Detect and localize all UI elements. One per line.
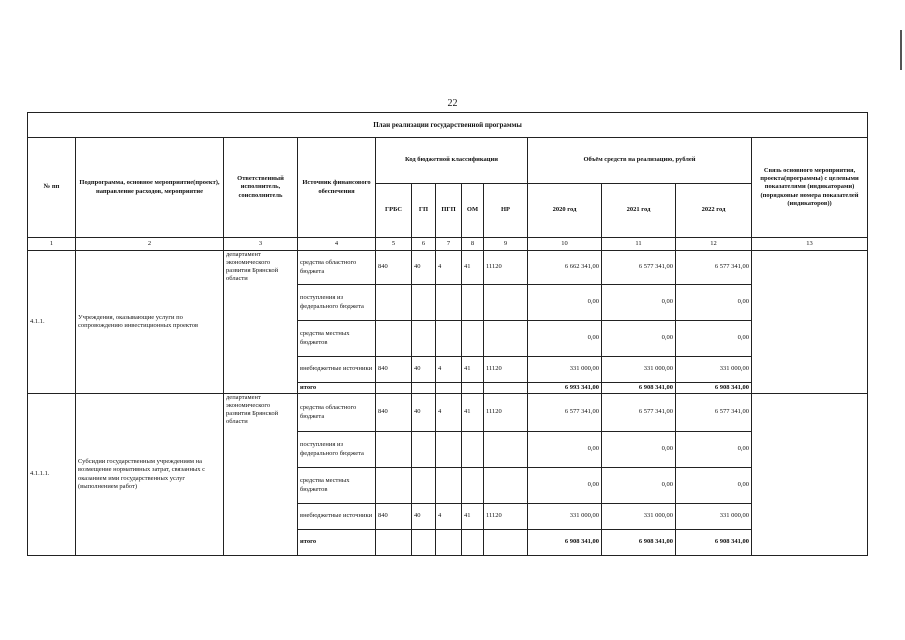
row-source: средства местных бюджетов — [298, 468, 376, 504]
cell-om — [462, 285, 484, 321]
header-grbs: ГРБС — [376, 184, 412, 238]
cell-om — [462, 432, 484, 468]
row-source: средства местных бюджетов — [298, 321, 376, 357]
cell-grbs — [376, 530, 412, 556]
cell-pgp: 4 — [436, 357, 462, 383]
header-volume: Объём средств на реализацию, рублей — [528, 138, 752, 184]
cell-grbs — [376, 468, 412, 504]
row-source: поступления из федерального бюджета — [298, 285, 376, 321]
cell-gp: 40 — [412, 251, 436, 285]
cell-2021: 0,00 — [602, 321, 676, 357]
table-row — [28, 251, 868, 285]
cell-pgp — [436, 321, 462, 357]
cell-2021: 6 577 341,00 — [602, 251, 676, 285]
cell-pgp: 4 — [436, 394, 462, 432]
cell-gp — [412, 468, 436, 504]
cell-gp: 40 — [412, 504, 436, 530]
row-executor: департамент экономического развития Брянской области — [224, 251, 298, 394]
row-program-name: Субсидии государственным учреждениям на возмещение нормативных затрат, связанных с оказанием ими государственных услуг (выполнением работ) — [76, 394, 224, 556]
column-number: 10 — [528, 238, 602, 251]
header-nr: НР — [484, 184, 528, 238]
cell-nr: 11120 — [484, 394, 528, 432]
header-program: Подпрограмма, основное мероприятие(проект), направление расходов, мероприятие — [76, 138, 224, 238]
table-title: План реализации государственной программы — [28, 113, 868, 138]
header-2020: 2020 год — [528, 184, 602, 238]
cell-om — [462, 468, 484, 504]
header-gp: ГП — [412, 184, 436, 238]
header-no: № пп — [28, 138, 76, 238]
cell-nr — [484, 468, 528, 504]
cell-nr: 11120 — [484, 357, 528, 383]
column-number: 8 — [462, 238, 484, 251]
column-number: 9 — [484, 238, 528, 251]
header-2022: 2022 год — [676, 184, 752, 238]
cell-pgp — [436, 468, 462, 504]
cell-2022: 6 577 341,00 — [676, 394, 752, 432]
cell-grbs: 840 — [376, 251, 412, 285]
cell-om: 41 — [462, 251, 484, 285]
cell-om — [462, 321, 484, 357]
cell-nr — [484, 530, 528, 556]
cell-2020: 6 662 341,00 — [528, 251, 602, 285]
cell-2022-total: 6 908 341,00 — [676, 383, 752, 394]
cell-nr — [484, 432, 528, 468]
cell-gp: 40 — [412, 357, 436, 383]
cell-om: 41 — [462, 394, 484, 432]
column-number: 4 — [298, 238, 376, 251]
cell-link — [752, 251, 868, 394]
cell-2020: 0,00 — [528, 468, 602, 504]
cell-nr: 11120 — [484, 504, 528, 530]
header-om: ОМ — [462, 184, 484, 238]
cell-pgp — [436, 285, 462, 321]
cell-grbs — [376, 321, 412, 357]
cell-link — [752, 394, 868, 556]
cell-gp — [412, 321, 436, 357]
cell-2022: 0,00 — [676, 468, 752, 504]
cell-grbs — [376, 383, 412, 394]
table-row — [28, 394, 868, 432]
cell-pgp — [436, 530, 462, 556]
cell-om: 41 — [462, 504, 484, 530]
row-source: внебюджетные источники — [298, 357, 376, 383]
row-source: средства областного бюджета — [298, 394, 376, 432]
column-number: 7 — [436, 238, 462, 251]
cell-gp — [412, 530, 436, 556]
cell-grbs — [376, 285, 412, 321]
cell-2021: 0,00 — [602, 468, 676, 504]
column-number: 3 — [224, 238, 298, 251]
row-number: 4.1.1. — [28, 251, 76, 394]
cell-2021: 6 577 341,00 — [602, 394, 676, 432]
page-number: 22 — [447, 98, 458, 109]
row-source-total: итого — [298, 383, 376, 394]
cell-2020: 0,00 — [528, 285, 602, 321]
cell-2022-total: 6 908 341,00 — [676, 530, 752, 556]
column-number: 11 — [602, 238, 676, 251]
cell-2021: 0,00 — [602, 285, 676, 321]
cell-pgp: 4 — [436, 504, 462, 530]
row-executor: департамент экономического развития Брянской области — [224, 394, 298, 556]
cell-2022: 331 000,00 — [676, 357, 752, 383]
header-2021: 2021 год — [602, 184, 676, 238]
header-source: Источник финансового обеспечения — [298, 138, 376, 238]
header-budget-code: Код бюджетной классификации — [376, 138, 528, 184]
cell-pgp — [436, 383, 462, 394]
cell-grbs: 840 — [376, 504, 412, 530]
column-number: 2 — [76, 238, 224, 251]
cell-2022: 0,00 — [676, 285, 752, 321]
cell-2021-total: 6 908 341,00 — [602, 383, 676, 394]
cell-2021: 0,00 — [602, 432, 676, 468]
cell-2021-total: 6 908 341,00 — [602, 530, 676, 556]
cell-2022: 6 577 341,00 — [676, 251, 752, 285]
cell-2022: 331 000,00 — [676, 504, 752, 530]
column-number: 6 — [412, 238, 436, 251]
cell-2020: 0,00 — [528, 432, 602, 468]
cell-gp: 40 — [412, 394, 436, 432]
cell-2022: 0,00 — [676, 321, 752, 357]
scan-edge-mark — [900, 30, 902, 70]
header-executor: Ответственный исполнитель, соисполнитель — [224, 138, 298, 238]
cell-nr — [484, 383, 528, 394]
column-number: 12 — [676, 238, 752, 251]
column-number-row — [28, 238, 868, 251]
cell-grbs: 840 — [376, 357, 412, 383]
column-number: 13 — [752, 238, 868, 251]
cell-2021: 331 000,00 — [602, 504, 676, 530]
cell-nr: 11120 — [484, 251, 528, 285]
plan-table — [27, 112, 868, 556]
cell-2020: 0,00 — [528, 321, 602, 357]
column-number: 5 — [376, 238, 412, 251]
row-source-total: итого — [298, 530, 376, 556]
cell-gp — [412, 285, 436, 321]
row-program-name: Учреждения, оказывающие услуги по сопровождению инвестиционных проектов — [76, 251, 224, 394]
cell-2021: 331 000,00 — [602, 357, 676, 383]
header-link: Связь основного мероприятия, проекта(программы) с целевыми показателями (индикаторами) (порядковые номера показателей (индикаторов)) — [752, 138, 868, 238]
cell-om: 41 — [462, 357, 484, 383]
header-pgp: ПГП — [436, 184, 462, 238]
cell-nr — [484, 321, 528, 357]
cell-om — [462, 383, 484, 394]
row-number: 4.1.1.1. — [28, 394, 76, 556]
cell-grbs — [376, 432, 412, 468]
row-source: поступления из федерального бюджета — [298, 432, 376, 468]
cell-pgp: 4 — [436, 251, 462, 285]
cell-nr — [484, 285, 528, 321]
cell-2020-total: 6 908 341,00 — [528, 530, 602, 556]
cell-2020: 331 000,00 — [528, 504, 602, 530]
cell-gp — [412, 383, 436, 394]
column-number: 1 — [28, 238, 76, 251]
cell-2022: 0,00 — [676, 432, 752, 468]
cell-gp — [412, 432, 436, 468]
row-source: средства областного бюджета — [298, 251, 376, 285]
cell-pgp — [436, 432, 462, 468]
cell-2020: 331 000,00 — [528, 357, 602, 383]
row-source: внебюджетные источники — [298, 504, 376, 530]
cell-grbs: 840 — [376, 394, 412, 432]
cell-2020: 6 577 341,00 — [528, 394, 602, 432]
cell-om — [462, 530, 484, 556]
cell-2020-total: 6 993 341,00 — [528, 383, 602, 394]
